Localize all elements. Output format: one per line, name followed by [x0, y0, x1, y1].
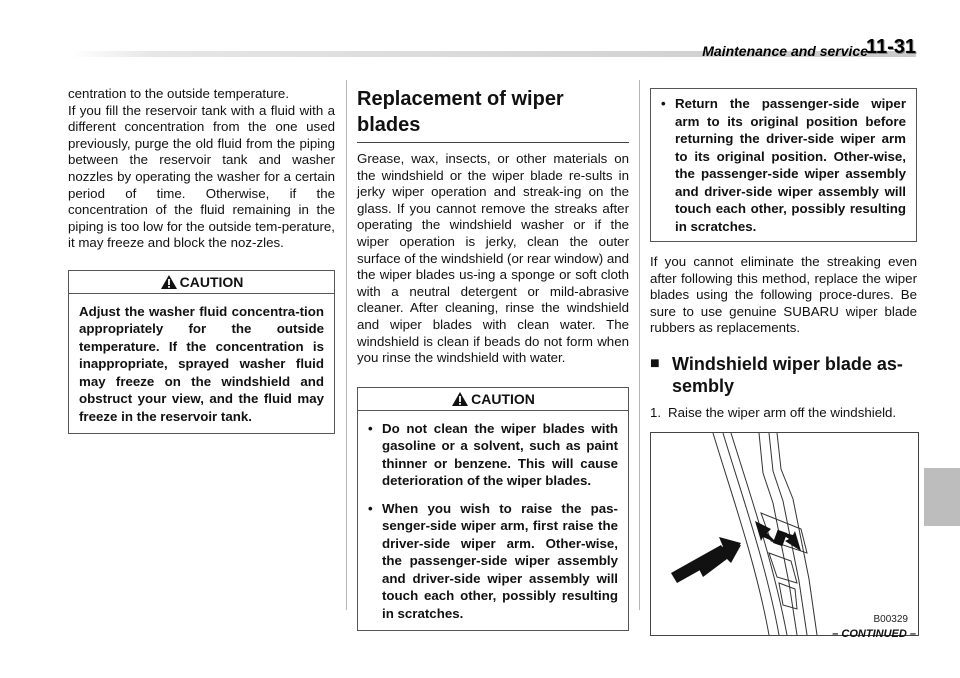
subsection-title [650, 353, 917, 397]
warning-triangle-icon [160, 274, 178, 290]
caution-box-2 [357, 387, 629, 632]
caution-text: Adjust the washer fluid concentra-tion appropriately for the outside temperature. If the concentration is inappropriate, sprayed washer fluid may freeze on the windshield and obstruct your view, and the fluid may freeze in the reservoir tank. [79, 303, 324, 424]
caution-header [69, 271, 334, 294]
section-title: Replacement of wiper blades [357, 86, 629, 143]
caution-box-1 [68, 270, 335, 435]
step-number: 1. [650, 404, 662, 420]
wiper-arm-illustration [650, 432, 919, 636]
caution-label: CAUTION [179, 273, 244, 290]
caution-bullets [651, 89, 916, 241]
bullet-text: When you wish to raise the pas-senger-side wiper arm, first raise the driver-side wiper arm. Other-wise, the passenger-side wiper assembly and driver-side wiper assembly will touch each other, possibly resulting in scratches. [382, 500, 618, 621]
step-1 [650, 405, 917, 422]
column-1 [68, 86, 335, 434]
warning-triangle-icon [451, 391, 469, 407]
caution-box-continued [650, 88, 917, 242]
square-bullet-icon: ■ [650, 354, 660, 372]
caution-bullet-item [368, 500, 618, 623]
section-header-title: Maintenance and service [702, 43, 868, 59]
washer-fluid-paragraph: centration to the outside temperature. If you fill the reservoir tank with a fluid with a different concentration from the one used previously, purge the old fluid from the piping between the reservoir tank and washer nozzles by operating the washer for a certain period of time. Otherwise, if the concentration of the fluid remaining in the piping is too low for the outside tem-perature, it may freeze and block the noz-zles. [68, 86, 335, 251]
caution-header [358, 388, 628, 411]
bullet-text: Return the passenger-side wiper arm to its original position before returning the driver-side wiper arm to its original position. Other-wise, the passenger-side wiper assembly and driver-side wiper assembly will touch each other, possibly resulting in scratches. [675, 96, 906, 234]
continued-note: – CONTINUED – [832, 628, 916, 640]
replace-paragraph: If you cannot eliminate the streaking even after following this method, replace the wiper blades using the following proce-dures. Be sure to use genuine SUBARU wiper blade rubbers as replacements. [650, 254, 917, 336]
bullet-icon: • [368, 500, 373, 516]
column-divider-2 [639, 80, 640, 610]
subsection-title-text: Windshield wiper blade as-sembly [672, 353, 903, 396]
column-3 [650, 88, 917, 636]
column-divider-1 [346, 80, 347, 610]
caution-bullet-item [661, 95, 906, 235]
figure-label: B00329 [873, 613, 908, 625]
bullet-icon: • [661, 96, 666, 111]
chapter-thumb-tab [924, 468, 960, 526]
page-number: 11-31 [865, 36, 916, 58]
bullet-text: Do not clean the wiper blades with gasoline or a solvent, such as paint thinner or benzene. This will cause deterioration of the wiper blades. [382, 420, 618, 489]
step-text: Raise the wiper arm off the windshield. [668, 404, 897, 420]
wiper-arm-drawing [651, 433, 918, 635]
caution-label: CAUTION [471, 390, 535, 407]
column-2 [357, 86, 629, 631]
bullet-icon: • [368, 420, 373, 436]
caution-bullets [358, 411, 628, 631]
cleaning-paragraph: Grease, wax, insects, or other materials on the windshield or the wiper blade re-sults in jerky wiper operation and streak-ing on the glass. If you cannot remove the streaks after operating the windshield washer or if the wiper operation is jerky, clean the outer surface of the windshield (or rear window) and the wiper blades us-ing a sponge or soft cloth with a neutral detergent or mild-abrasive cleaner. After cleaning, rinse the windshield and wiper blades with clean water. The windshield is clean if beads do not form when you rinse the windshield with water. [357, 151, 629, 366]
caution-bullet-item [368, 420, 618, 490]
